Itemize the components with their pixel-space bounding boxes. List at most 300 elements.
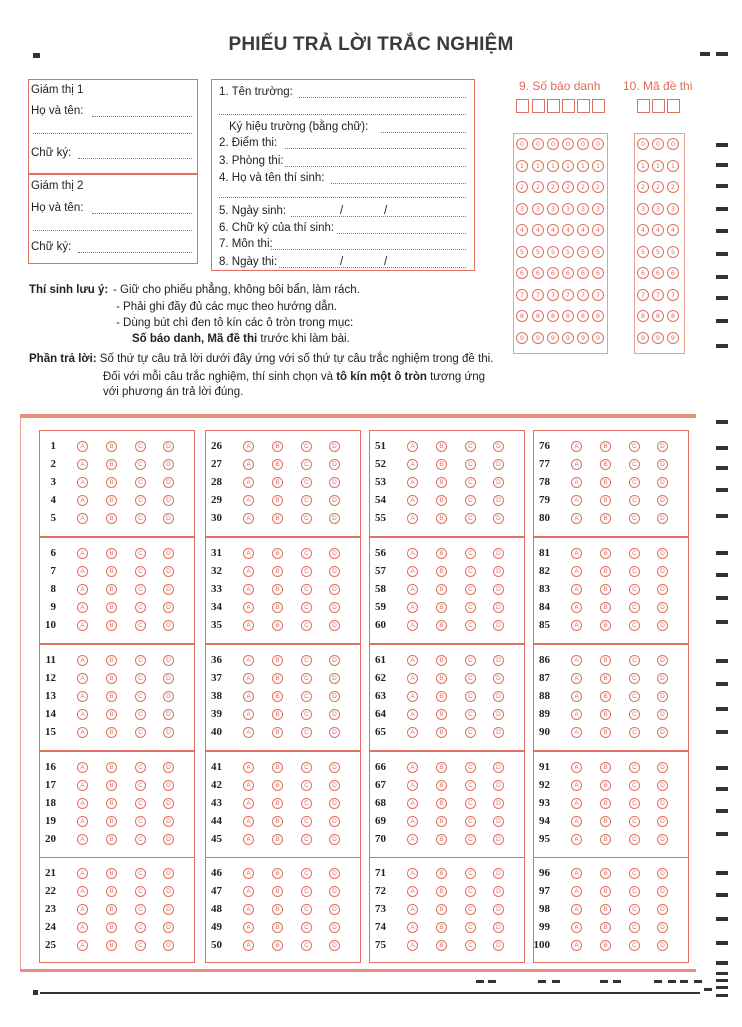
answer-bubble-c[interactable]: C [135,459,146,470]
exam-code-bubble[interactable]: 5 [667,246,679,258]
answer-bubble-b[interactable]: B [272,834,283,845]
answer-bubble-c[interactable]: C [135,940,146,951]
answer-bubble-d[interactable]: D [163,620,174,631]
answer-bubble-b[interactable]: B [600,441,611,452]
invigilator1-name-field-2[interactable] [33,133,192,134]
candidate-id-bubble[interactable]: 5 [547,246,559,258]
answer-bubble-a[interactable]: A [407,834,418,845]
exam-code-bubble[interactable]: 2 [667,181,679,193]
candidate-id-bubble[interactable]: 3 [562,203,574,215]
answer-bubble-d[interactable]: D [657,477,668,488]
answer-bubble-d[interactable]: D [493,691,504,702]
answer-bubble-c[interactable]: C [301,834,312,845]
field-input-1b[interactable] [219,114,466,115]
answer-bubble-a[interactable]: A [77,673,88,684]
answer-bubble-b[interactable]: B [106,513,117,524]
candidate-id-bubble[interactable]: 0 [532,138,544,150]
answer-bubble-b[interactable]: B [272,548,283,559]
answer-bubble-a[interactable]: A [571,691,582,702]
answer-bubble-a[interactable]: A [407,940,418,951]
answer-bubble-c[interactable]: C [301,762,312,773]
answer-bubble-a[interactable]: A [243,655,254,666]
exam-code-bubble[interactable]: 7 [667,289,679,301]
answer-bubble-d[interactable]: D [329,727,340,738]
candidate-id-bubble[interactable]: 7 [592,289,604,301]
answer-bubble-d[interactable]: D [163,727,174,738]
answer-bubble-d[interactable]: D [493,513,504,524]
answer-bubble-a[interactable]: A [571,940,582,951]
candidate-id-bubble[interactable]: 4 [547,224,559,236]
answer-bubble-b[interactable]: B [600,584,611,595]
candidate-id-bubble[interactable]: 9 [577,332,589,344]
answer-bubble-c[interactable]: C [629,940,640,951]
answer-bubble-c[interactable]: C [465,495,476,506]
answer-bubble-d[interactable]: D [163,655,174,666]
answer-bubble-c[interactable]: C [629,620,640,631]
answer-bubble-c[interactable]: C [135,780,146,791]
candidate-id-bubble[interactable]: 7 [577,289,589,301]
answer-bubble-b[interactable]: B [106,709,117,720]
answer-bubble-d[interactable]: D [493,762,504,773]
answer-bubble-a[interactable]: A [243,940,254,951]
answer-bubble-b[interactable]: B [600,459,611,470]
answer-bubble-c[interactable]: C [301,477,312,488]
answer-bubble-c[interactable]: C [301,548,312,559]
answer-bubble-c[interactable]: C [301,691,312,702]
answer-bubble-a[interactable]: A [243,673,254,684]
answer-bubble-d[interactable]: D [657,727,668,738]
answer-bubble-d[interactable]: D [163,495,174,506]
candidate-id-bubble[interactable]: 4 [562,224,574,236]
answer-bubble-a[interactable]: A [77,922,88,933]
answer-bubble-a[interactable]: A [77,655,88,666]
answer-bubble-c[interactable]: C [135,727,146,738]
answer-bubble-c[interactable]: C [465,709,476,720]
answer-bubble-a[interactable]: A [77,868,88,879]
candidate-id-bubble[interactable]: 9 [592,332,604,344]
answer-bubble-a[interactable]: A [243,762,254,773]
answer-bubble-d[interactable]: D [493,940,504,951]
answer-bubble-b[interactable]: B [600,620,611,631]
answer-bubble-c[interactable]: C [135,922,146,933]
candidate-id-bubble[interactable]: 0 [577,138,589,150]
candidate-id-bubble[interactable]: 9 [516,332,528,344]
answer-bubble-a[interactable]: A [243,834,254,845]
answer-bubble-c[interactable]: C [301,602,312,613]
answer-bubble-a[interactable]: A [407,922,418,933]
candidate-id-bubble[interactable]: 2 [532,181,544,193]
exam-code-bubble[interactable]: 6 [667,267,679,279]
answer-bubble-a[interactable]: A [571,584,582,595]
answer-bubble-c[interactable]: C [629,868,640,879]
answer-bubble-a[interactable]: A [407,816,418,827]
answer-bubble-d[interactable]: D [163,548,174,559]
answer-bubble-a[interactable]: A [77,495,88,506]
answer-bubble-a[interactable]: A [77,904,88,915]
answer-bubble-c[interactable]: C [465,940,476,951]
candidate-id-bubble[interactable]: 2 [547,181,559,193]
answer-bubble-a[interactable]: A [77,886,88,897]
answer-bubble-c[interactable]: C [629,762,640,773]
answer-bubble-d[interactable]: D [657,655,668,666]
answer-bubble-d[interactable]: D [493,709,504,720]
answer-bubble-c[interactable]: C [629,441,640,452]
answer-bubble-b[interactable]: B [106,886,117,897]
answer-bubble-d[interactable]: D [657,673,668,684]
answer-bubble-b[interactable]: B [436,868,447,879]
answer-bubble-d[interactable]: D [493,655,504,666]
answer-bubble-c[interactable]: C [465,798,476,809]
field-input-2[interactable] [381,132,466,133]
answer-bubble-a[interactable]: A [77,459,88,470]
answer-bubble-c[interactable]: C [629,513,640,524]
answer-bubble-a[interactable]: A [407,904,418,915]
exam-code-bubble[interactable]: 2 [652,181,664,193]
answer-bubble-d[interactable]: D [329,441,340,452]
answer-bubble-c[interactable]: C [629,459,640,470]
answer-bubble-d[interactable]: D [163,834,174,845]
answer-bubble-c[interactable]: C [465,441,476,452]
answer-bubble-c[interactable]: C [465,762,476,773]
candidate-id-bubble[interactable]: 4 [577,224,589,236]
answer-bubble-d[interactable]: D [163,816,174,827]
field-input-3[interactable] [285,148,466,149]
answer-bubble-b[interactable]: B [106,727,117,738]
answer-bubble-c[interactable]: C [135,868,146,879]
candidate-id-bubble[interactable]: 6 [577,267,589,279]
exam-code-bubble[interactable]: 6 [637,267,649,279]
answer-bubble-b[interactable]: B [436,602,447,613]
answer-bubble-b[interactable]: B [106,762,117,773]
candidate-id-bubble[interactable]: 5 [532,246,544,258]
answer-bubble-c[interactable]: C [465,834,476,845]
answer-bubble-d[interactable]: D [493,673,504,684]
answer-bubble-a[interactable]: A [77,691,88,702]
answer-bubble-c[interactable]: C [301,904,312,915]
candidate-id-bubble[interactable]: 4 [516,224,528,236]
candidate-id-bubble[interactable]: 0 [547,138,559,150]
answer-bubble-a[interactable]: A [407,709,418,720]
answer-bubble-b[interactable]: B [600,655,611,666]
answer-bubble-a[interactable]: A [77,780,88,791]
answer-bubble-d[interactable]: D [329,477,340,488]
candidate-id-bubble[interactable]: 2 [592,181,604,193]
answer-bubble-d[interactable]: D [657,709,668,720]
answer-bubble-c[interactable]: C [301,584,312,595]
answer-bubble-c[interactable]: C [301,709,312,720]
answer-bubble-b[interactable]: B [106,940,117,951]
field-input-9[interactable] [279,267,466,268]
answer-bubble-a[interactable]: A [571,655,582,666]
answer-bubble-a[interactable]: A [77,548,88,559]
exam-code-bubble[interactable]: 6 [652,267,664,279]
answer-bubble-a[interactable]: A [77,513,88,524]
answer-bubble-b[interactable]: B [106,673,117,684]
answer-bubble-c[interactable]: C [629,834,640,845]
answer-bubble-a[interactable]: A [571,780,582,791]
field-input-1[interactable] [299,97,466,98]
exam-code-bubble[interactable]: 2 [637,181,649,193]
answer-bubble-b[interactable]: B [272,441,283,452]
answer-bubble-a[interactable]: A [77,834,88,845]
answer-bubble-d[interactable]: D [329,762,340,773]
answer-bubble-b[interactable]: B [106,620,117,631]
exam-code-bubble[interactable]: 3 [667,203,679,215]
answer-bubble-a[interactable]: A [407,602,418,613]
answer-bubble-d[interactable]: D [163,922,174,933]
exam-code-bubble[interactable]: 8 [637,310,649,322]
exam-code-bubble[interactable]: 3 [637,203,649,215]
answer-bubble-a[interactable]: A [571,602,582,613]
answer-bubble-a[interactable]: A [243,886,254,897]
answer-bubble-a[interactable]: A [571,441,582,452]
answer-bubble-c[interactable]: C [301,922,312,933]
answer-bubble-c[interactable]: C [135,816,146,827]
answer-bubble-d[interactable]: D [163,513,174,524]
exam-code-bubble[interactable]: 3 [652,203,664,215]
answer-bubble-d[interactable]: D [163,673,174,684]
answer-bubble-c[interactable]: C [465,780,476,791]
answer-bubble-d[interactable]: D [657,780,668,791]
answer-bubble-b[interactable]: B [272,477,283,488]
answer-bubble-a[interactable]: A [407,477,418,488]
answer-bubble-b[interactable]: B [436,709,447,720]
answer-bubble-a[interactable]: A [243,798,254,809]
answer-bubble-b[interactable]: B [106,780,117,791]
candidate-id-bubble[interactable]: 9 [547,332,559,344]
answer-bubble-c[interactable]: C [465,673,476,684]
answer-bubble-c[interactable]: C [629,673,640,684]
answer-bubble-a[interactable]: A [77,798,88,809]
answer-bubble-d[interactable]: D [657,584,668,595]
answer-bubble-a[interactable]: A [407,513,418,524]
answer-bubble-b[interactable]: B [272,459,283,470]
exam-code-bubble[interactable]: 0 [667,138,679,150]
answer-bubble-a[interactable]: A [407,584,418,595]
answer-bubble-d[interactable]: D [493,620,504,631]
answer-bubble-b[interactable]: B [106,655,117,666]
answer-bubble-a[interactable]: A [243,566,254,577]
answer-bubble-d[interactable]: D [329,513,340,524]
answer-bubble-c[interactable]: C [629,602,640,613]
exam-code-write-box[interactable] [667,99,680,113]
answer-bubble-a[interactable]: A [571,886,582,897]
answer-bubble-d[interactable]: D [493,868,504,879]
answer-bubble-c[interactable]: C [465,513,476,524]
candidate-id-bubble[interactable]: 5 [516,246,528,258]
answer-bubble-a[interactable]: A [571,762,582,773]
answer-bubble-a[interactable]: A [77,709,88,720]
candidate-id-bubble[interactable]: 8 [516,310,528,322]
answer-bubble-d[interactable]: D [493,495,504,506]
answer-bubble-d[interactable]: D [329,940,340,951]
candidate-id-write-box[interactable] [592,99,605,113]
answer-bubble-b[interactable]: B [600,922,611,933]
answer-bubble-d[interactable]: D [657,513,668,524]
answer-bubble-d[interactable]: D [329,691,340,702]
answer-bubble-a[interactable]: A [407,459,418,470]
answer-bubble-d[interactable]: D [163,886,174,897]
candidate-id-bubble[interactable]: 5 [562,246,574,258]
answer-bubble-c[interactable]: C [301,513,312,524]
answer-bubble-b[interactable]: B [272,513,283,524]
answer-bubble-d[interactable]: D [163,566,174,577]
answer-bubble-b[interactable]: B [600,798,611,809]
answer-bubble-a[interactable]: A [243,709,254,720]
answer-bubble-d[interactable]: D [657,762,668,773]
answer-bubble-c[interactable]: C [629,477,640,488]
answer-bubble-c[interactable]: C [465,816,476,827]
answer-bubble-c[interactable]: C [465,602,476,613]
answer-bubble-b[interactable]: B [272,762,283,773]
answer-bubble-b[interactable]: B [436,584,447,595]
answer-bubble-a[interactable]: A [407,548,418,559]
answer-bubble-d[interactable]: D [493,602,504,613]
answer-bubble-c[interactable]: C [135,548,146,559]
candidate-id-bubble[interactable]: 1 [592,160,604,172]
answer-bubble-b[interactable]: B [106,834,117,845]
answer-bubble-a[interactable]: A [407,673,418,684]
answer-bubble-d[interactable]: D [329,816,340,827]
answer-bubble-b[interactable]: B [436,495,447,506]
candidate-id-bubble[interactable]: 7 [516,289,528,301]
answer-bubble-a[interactable]: A [243,548,254,559]
answer-bubble-b[interactable]: B [106,904,117,915]
answer-bubble-c[interactable]: C [465,886,476,897]
answer-bubble-d[interactable]: D [493,922,504,933]
answer-bubble-b[interactable]: B [106,816,117,827]
answer-bubble-b[interactable]: B [600,762,611,773]
answer-bubble-c[interactable]: C [301,566,312,577]
answer-bubble-a[interactable]: A [243,602,254,613]
answer-bubble-d[interactable]: D [329,922,340,933]
answer-bubble-b[interactable]: B [600,709,611,720]
answer-bubble-d[interactable]: D [657,922,668,933]
candidate-id-bubble[interactable]: 4 [532,224,544,236]
answer-bubble-c[interactable]: C [135,620,146,631]
answer-bubble-a[interactable]: A [571,904,582,915]
answer-bubble-d[interactable]: D [657,691,668,702]
candidate-id-bubble[interactable]: 1 [577,160,589,172]
answer-bubble-a[interactable]: A [243,477,254,488]
answer-bubble-d[interactable]: D [163,602,174,613]
answer-bubble-b[interactable]: B [106,459,117,470]
answer-bubble-b[interactable]: B [600,513,611,524]
answer-bubble-b[interactable]: B [436,762,447,773]
answer-bubble-a[interactable]: A [571,727,582,738]
answer-bubble-b[interactable]: B [436,940,447,951]
field-input-4b[interactable] [219,197,466,198]
answer-bubble-c[interactable]: C [465,566,476,577]
answer-bubble-b[interactable]: B [272,727,283,738]
answer-bubble-c[interactable]: C [301,655,312,666]
answer-bubble-b[interactable]: B [436,816,447,827]
answer-bubble-b[interactable]: B [436,513,447,524]
answer-bubble-c[interactable]: C [135,709,146,720]
answer-bubble-d[interactable]: D [657,602,668,613]
answer-bubble-b[interactable]: B [436,834,447,845]
answer-bubble-d[interactable]: D [657,940,668,951]
answer-bubble-d[interactable]: D [657,620,668,631]
answer-bubble-b[interactable]: B [436,620,447,631]
answer-bubble-b[interactable]: B [600,602,611,613]
answer-bubble-b[interactable]: B [600,673,611,684]
answer-bubble-c[interactable]: C [465,584,476,595]
answer-bubble-c[interactable]: C [301,816,312,827]
answer-bubble-c[interactable]: C [629,904,640,915]
answer-bubble-a[interactable]: A [571,798,582,809]
answer-bubble-d[interactable]: D [493,477,504,488]
answer-bubble-b[interactable]: B [600,727,611,738]
candidate-id-bubble[interactable]: 3 [532,203,544,215]
answer-bubble-d[interactable]: D [163,868,174,879]
answer-bubble-a[interactable]: A [571,834,582,845]
answer-bubble-b[interactable]: B [272,495,283,506]
answer-bubble-b[interactable]: B [600,940,611,951]
answer-bubble-d[interactable]: D [329,709,340,720]
candidate-id-bubble[interactable]: 3 [592,203,604,215]
answer-bubble-d[interactable]: D [163,780,174,791]
invigilator2-name-field-2[interactable] [33,230,192,231]
answer-bubble-c[interactable]: C [465,655,476,666]
answer-bubble-d[interactable]: D [493,816,504,827]
answer-bubble-c[interactable]: C [629,691,640,702]
answer-bubble-a[interactable]: A [77,566,88,577]
answer-bubble-d[interactable]: D [329,834,340,845]
answer-bubble-d[interactable]: D [657,904,668,915]
answer-bubble-c[interactable]: C [135,673,146,684]
answer-bubble-c[interactable]: C [301,673,312,684]
answer-bubble-c[interactable]: C [301,727,312,738]
answer-bubble-a[interactable]: A [77,940,88,951]
answer-bubble-c[interactable]: C [301,886,312,897]
candidate-id-bubble[interactable]: 2 [516,181,528,193]
answer-bubble-d[interactable]: D [163,940,174,951]
answer-bubble-c[interactable]: C [629,655,640,666]
answer-bubble-b[interactable]: B [436,566,447,577]
answer-bubble-c[interactable]: C [465,548,476,559]
answer-bubble-b[interactable]: B [600,566,611,577]
answer-bubble-d[interactable]: D [329,602,340,613]
candidate-id-bubble[interactable]: 8 [547,310,559,322]
candidate-id-bubble[interactable]: 2 [562,181,574,193]
answer-bubble-a[interactable]: A [77,762,88,773]
answer-bubble-d[interactable]: D [493,459,504,470]
answer-bubble-a[interactable]: A [571,709,582,720]
answer-bubble-a[interactable]: A [407,798,418,809]
answer-bubble-a[interactable]: A [243,904,254,915]
answer-bubble-b[interactable]: B [272,602,283,613]
candidate-id-bubble[interactable]: 7 [547,289,559,301]
candidate-id-bubble[interactable]: 6 [516,267,528,279]
answer-bubble-d[interactable]: D [329,620,340,631]
answer-bubble-a[interactable]: A [571,620,582,631]
answer-bubble-c[interactable]: C [135,441,146,452]
answer-bubble-b[interactable]: B [272,655,283,666]
answer-bubble-b[interactable]: B [106,922,117,933]
answer-bubble-a[interactable]: A [407,655,418,666]
candidate-id-bubble[interactable]: 5 [577,246,589,258]
answer-bubble-d[interactable]: D [329,868,340,879]
answer-bubble-d[interactable]: D [163,762,174,773]
answer-bubble-b[interactable]: B [106,441,117,452]
answer-bubble-c[interactable]: C [135,584,146,595]
answer-bubble-b[interactable]: B [106,495,117,506]
answer-bubble-b[interactable]: B [436,477,447,488]
answer-bubble-a[interactable]: A [243,727,254,738]
candidate-id-bubble[interactable]: 5 [592,246,604,258]
answer-bubble-c[interactable]: C [135,655,146,666]
